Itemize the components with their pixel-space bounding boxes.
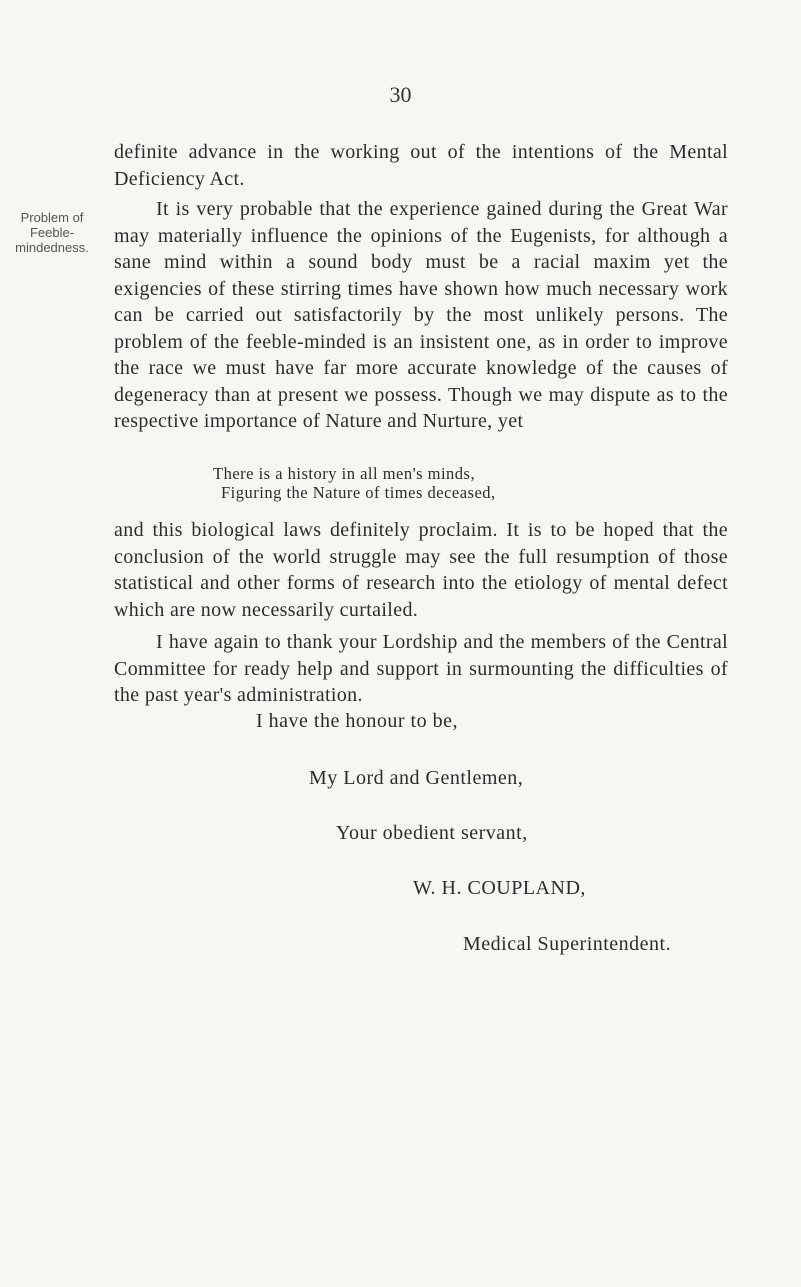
closing-honour: I have the honour to be,: [256, 710, 458, 732]
margin-note-line: Problem of: [20, 210, 84, 225]
closing-salutation: My Lord and Gentlemen,: [309, 767, 524, 789]
paragraph-intro: definite advance in the working out of the intentions of the Mental Deficiency Act.: [114, 141, 728, 190]
signature-name: W. H. COUPLAND,: [413, 877, 586, 899]
paragraph-thanks: I have again to thank your Lordship and the members of the Central Committee for ready help and support in surmounting the difficulties of the past year's administration.: [114, 631, 728, 706]
paragraph-research: and this biological laws definitely proclaim. It is to be hoped that the conclusion of the world struggle may see the full resumption of those statistical and other forms of research into the etiology of mental defect which are now necessarily curtailed.: [114, 519, 728, 621]
closing-servant: Your obedient servant,: [336, 822, 528, 844]
margin-note: [6, 210, 98, 255]
quote-line: There is a history in all men's minds,: [213, 464, 476, 483]
verse-quote: [213, 464, 733, 502]
page-number: 30: [389, 82, 412, 107]
margin-note-line: mindedness.: [15, 240, 89, 255]
signature-title: Medical Superintendent.: [463, 933, 672, 955]
paragraph-eugenics: It is very probable that the experience gained during the Great War may materially influence the opinions of the Eugenists, for although a sane mind within a sound body must be a racial maxim yet the exigencies of these stirring times have shown how much necessary work can be carried out satisfactorily by the most unlikely persons. The problem of the feeble-minded is an insistent one, as in order to improve the race we must have far more accurate knowledge of the causes of degeneracy than at present we possess. Though we may dispute as to the respective importance of Nature and Nurture, yet: [114, 198, 728, 432]
margin-note-line: Feeble-: [29, 225, 75, 240]
quote-line: Figuring the Nature of times deceased,: [221, 483, 496, 502]
